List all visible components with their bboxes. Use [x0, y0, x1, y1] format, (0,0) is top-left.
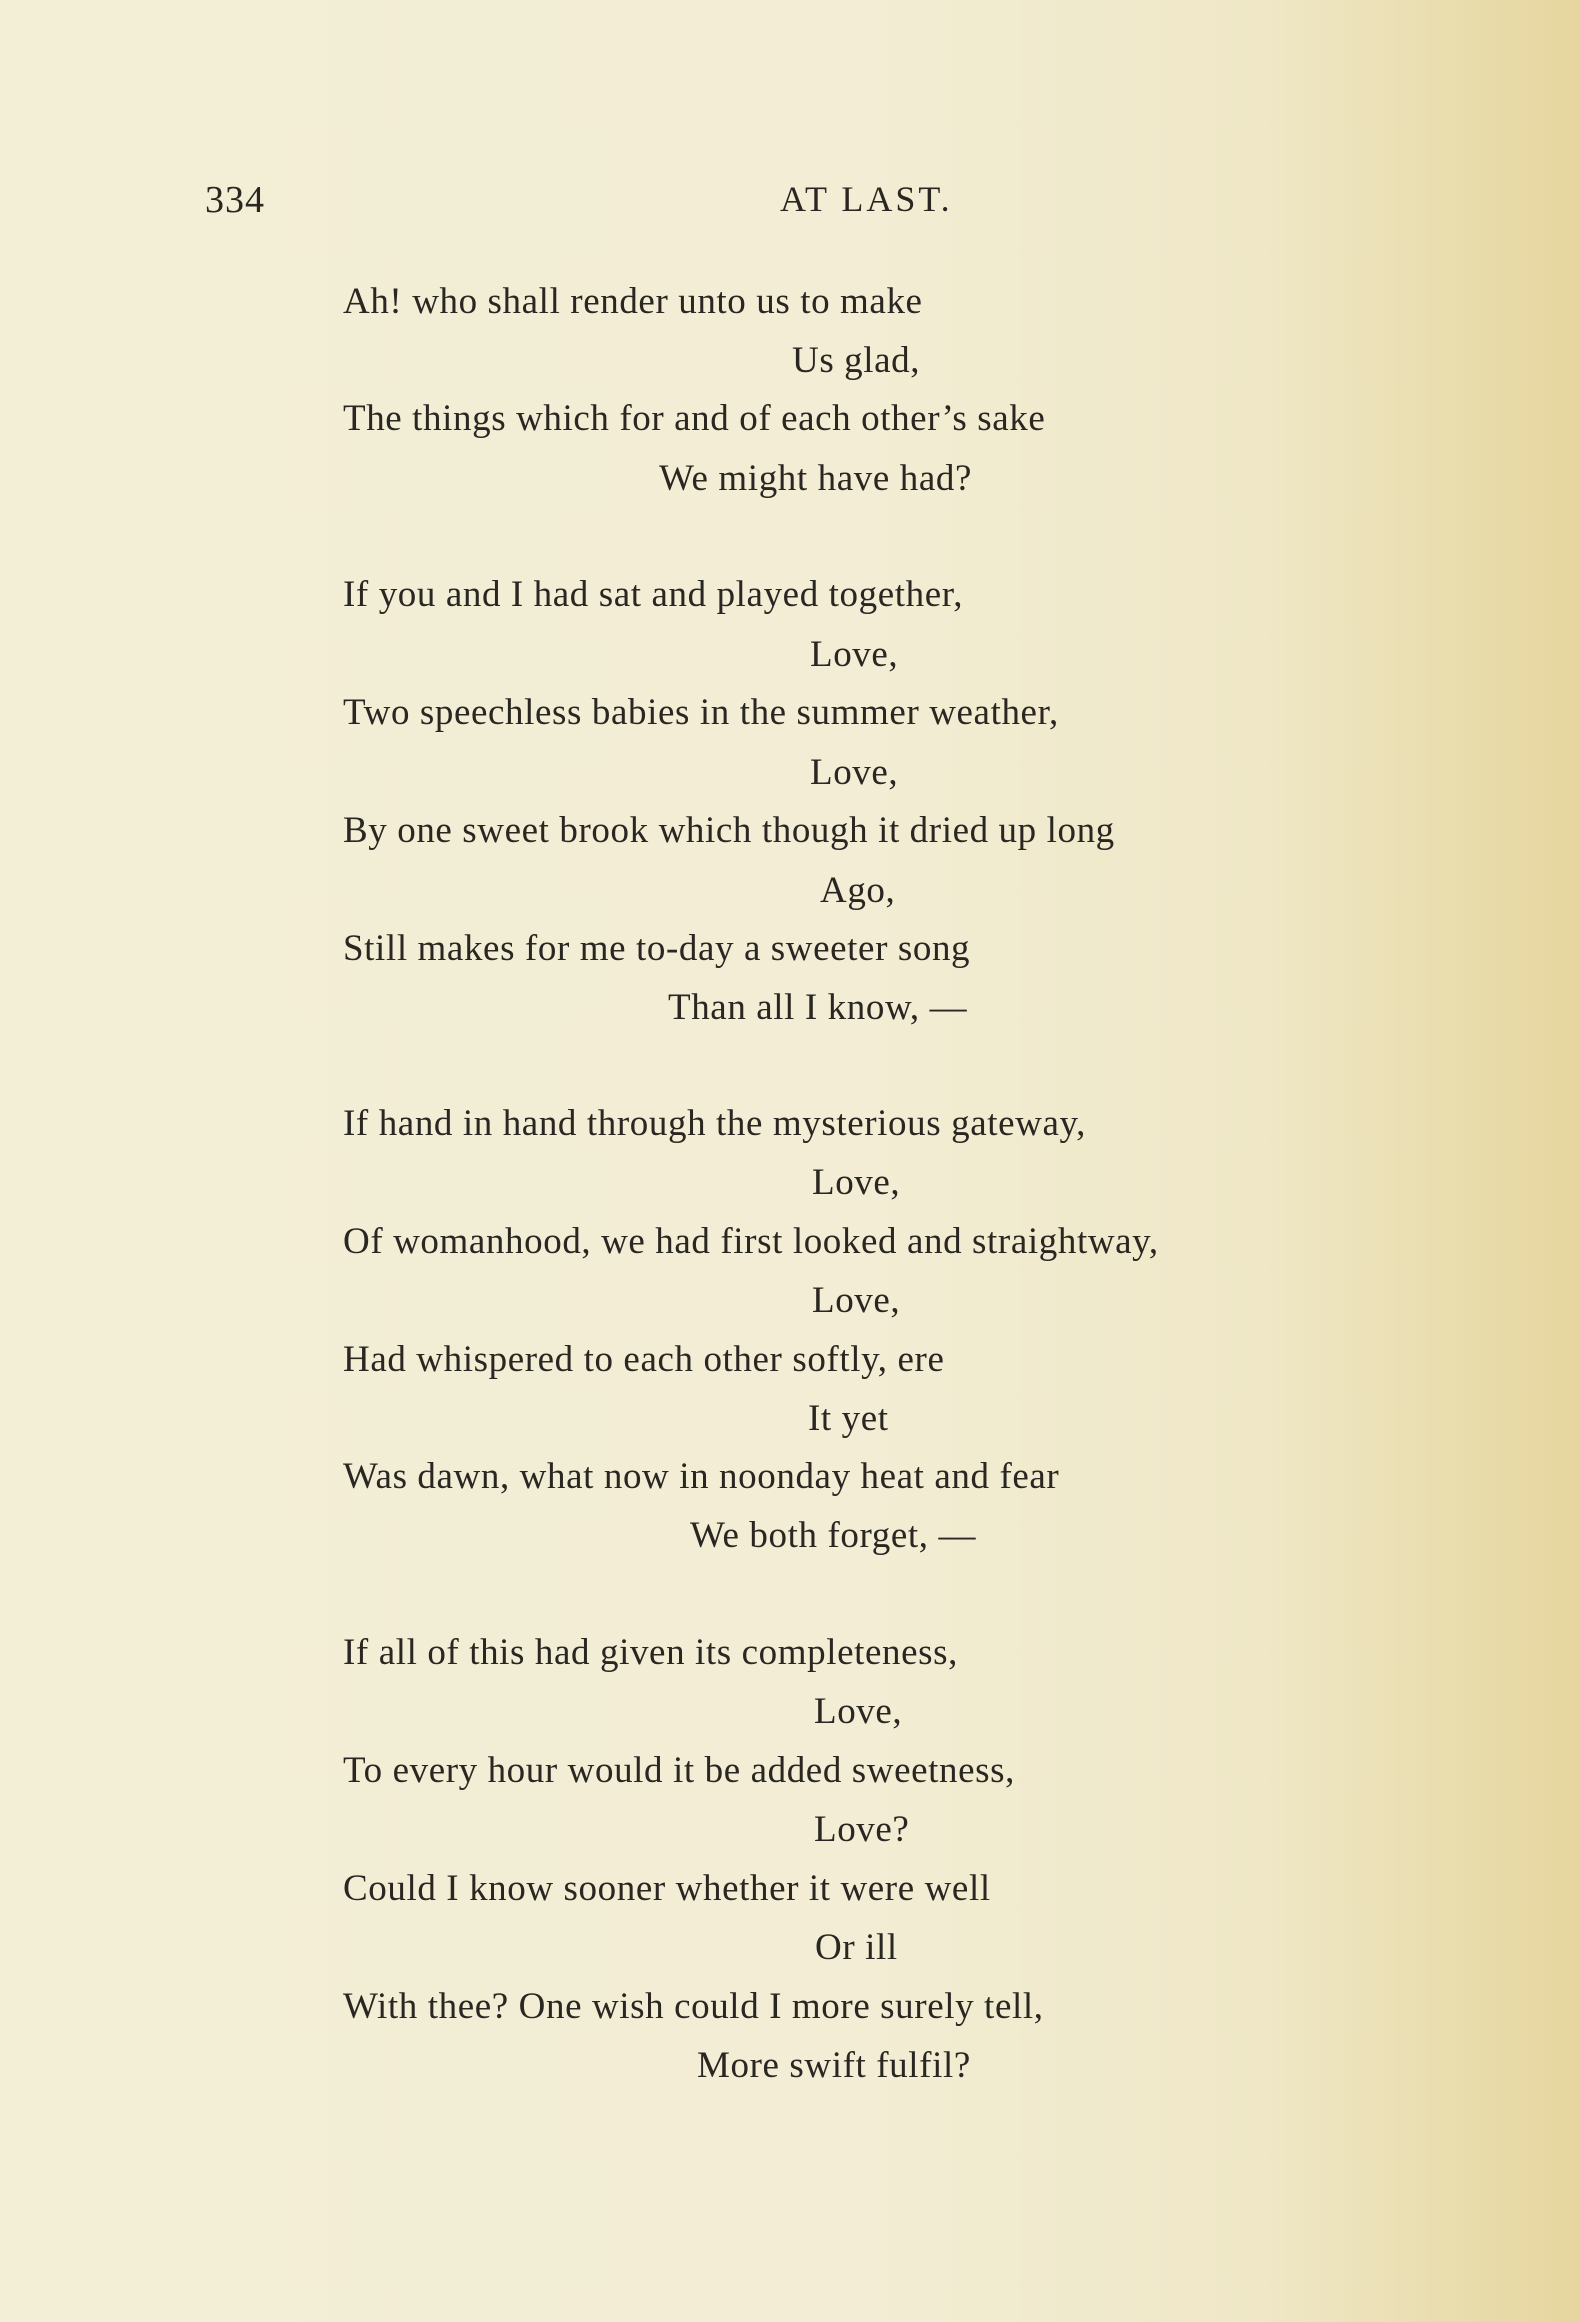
poem-refrain: Love,	[812, 1162, 901, 1203]
poem-refrain: More swift fulfil?	[697, 2045, 971, 2086]
poem-refrain: Us glad,	[792, 340, 921, 381]
poem-refrain: Love,	[814, 1691, 903, 1732]
poem-line: To every hour would it be added sweetness,	[343, 1750, 1015, 1791]
poem-line: Could I know sooner whether it were well	[343, 1868, 991, 1909]
poem-refrain: Love,	[812, 1280, 901, 1321]
poem-refrain: It yet	[808, 1398, 889, 1439]
running-title: AT LAST.	[780, 179, 953, 219]
poem-line: Two speechless babies in the summer weather,	[343, 692, 1059, 733]
poem-line: Ah! who shall render unto us to make	[343, 281, 923, 322]
poem-refrain: Or ill	[815, 1927, 898, 1968]
poem-line: If hand in hand through the mysterious gateway,	[343, 1103, 1087, 1144]
poem-line: Was dawn, what now in noonday heat and fear	[343, 1456, 1060, 1497]
poem-refrain: Love?	[814, 1809, 910, 1850]
poem-refrain: Than all I know, —	[668, 987, 968, 1028]
poem-line: The things which for and of each other’s sake	[343, 398, 1046, 439]
poem-refrain: Love,	[810, 634, 899, 675]
poem-refrain: We might have had?	[659, 458, 972, 499]
page-number: 334	[205, 179, 265, 221]
poem-line: If you and I had sat and played together,	[343, 574, 964, 615]
poem-line: Of womanhood, we had first looked and straightway,	[343, 1221, 1159, 1262]
poem-line: With thee? One wish could I more surely tell,	[343, 1986, 1044, 2027]
poem-refrain: Ago,	[820, 870, 896, 911]
poem-line: Still makes for me to-day a sweeter song	[343, 928, 971, 969]
poem-refrain: Love,	[810, 752, 899, 793]
poem-refrain: We both forget, —	[690, 1515, 977, 1556]
poem-line: If all of this had given its completeness,	[343, 1632, 959, 1673]
poem-line: Had whispered to each other softly, ere	[343, 1339, 945, 1380]
poem-line: By one sweet brook which though it dried up long	[343, 810, 1115, 851]
